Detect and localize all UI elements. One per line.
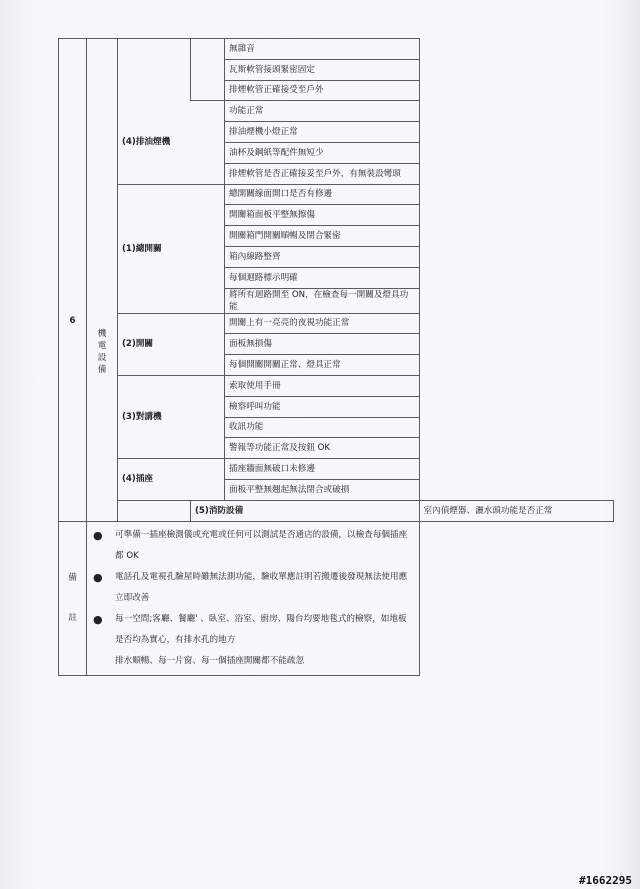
subgroup-label: (4)排油煙機 xyxy=(118,101,225,184)
checklist-item: 面板無損傷 xyxy=(225,334,420,355)
remark-item xyxy=(93,567,413,609)
remarks-title-char: 備 xyxy=(68,573,77,584)
subgroup-label: (1)總開關 xyxy=(118,184,225,313)
checklist-item: 開關上有一亮亮的夜視功能正常 xyxy=(225,313,420,334)
table-row xyxy=(59,500,614,521)
checklist-item: 排油煙機小燈正常 xyxy=(225,122,420,143)
spacer-cell xyxy=(191,39,225,101)
checklist-item: 每個開關開關正常、燈具正常 xyxy=(225,355,420,376)
checklist-item: 將所有迴路開至 ON，在檢查每一開關及燈具功能 xyxy=(225,288,420,313)
checklist-item: 面板平整無翹起無法閉合或破損 xyxy=(225,479,420,500)
table-row xyxy=(59,184,614,205)
remarks-title-char: 註 xyxy=(68,613,77,624)
checklist-item: 室內偵煙器、灑水頭功能是否正常 xyxy=(419,500,614,521)
document-id-stamp: #1662295 xyxy=(579,874,632,887)
checklist-item: 索取使用手冊 xyxy=(225,375,420,396)
remark-item xyxy=(93,525,413,567)
category-char: 機 xyxy=(97,329,107,340)
table-row xyxy=(59,39,614,60)
remark-text: 每一空間;客廳、餐廳' 、臥室、浴室、廚房、陽台均要地毯式的檢察，如地板是否均為實心，有排水孔的地方 xyxy=(115,613,407,645)
section-number-cell-top xyxy=(59,39,87,122)
checklist-item: 警報等功能正常及按鈕 OK xyxy=(225,438,420,459)
category-char: 電 xyxy=(97,341,107,352)
table-row xyxy=(59,459,614,480)
bullet-icon: ● xyxy=(93,570,103,584)
checklist-item: 瓦斯軟管接頭緊密固定 xyxy=(225,59,420,80)
remarks-title xyxy=(59,521,87,675)
checklist-item: 箱內線路整齊 xyxy=(225,246,420,267)
category-cell-bottom xyxy=(118,500,191,521)
subgroup-label: (3)對講機 xyxy=(118,375,225,458)
subgroup-cell-blank xyxy=(118,39,191,101)
checklist-item: 收訊功能 xyxy=(225,417,420,438)
category-char: 備 xyxy=(97,365,107,376)
checklist-item: 檢察呼叫功能 xyxy=(225,396,420,417)
remarks-row xyxy=(59,521,614,675)
remarks-body xyxy=(87,521,420,675)
table-row xyxy=(59,313,614,334)
remark-item xyxy=(93,609,413,651)
inspection-checklist-table xyxy=(58,38,614,676)
table-row xyxy=(59,375,614,396)
checklist-item: 無雜音 xyxy=(225,39,420,60)
category-label xyxy=(87,184,118,521)
checklist-item: 排煙軟管正確接受至戶外 xyxy=(225,80,420,101)
section-number: 6 xyxy=(59,122,87,521)
checklist-item: 每個迴路標示明確 xyxy=(225,267,420,288)
category-char: 設 xyxy=(97,353,107,364)
table-row xyxy=(59,101,614,122)
checklist-item: 開關箱面板平整無擦傷 xyxy=(225,205,420,226)
subgroup-label: (4)插座 xyxy=(118,459,225,501)
checklist-item: 油杯及鋼紙等配件無短少 xyxy=(225,142,420,163)
remark-text: 電話孔及電視孔驗屋時雖無法測功能，驗收單應註明若搬遷後發現無法使用應立即改善 xyxy=(115,571,408,603)
checklist-item: 功能正常 xyxy=(225,101,420,122)
subgroup-label: (5)消防設備 xyxy=(191,500,420,521)
subgroup-label: (2)開關 xyxy=(118,313,225,375)
bullet-icon: ● xyxy=(93,612,103,626)
checklist-item: 總開關線面開口是否有修邊 xyxy=(225,184,420,205)
category-cell-top xyxy=(87,39,118,185)
checklist-item: 排煙軟管是否正確接妥至戶外，有無裝設彎頭 xyxy=(225,163,420,184)
checklist-item: 開關箱門開關順暢及閉合緊密 xyxy=(225,226,420,247)
remark-continuation: 排水順暢、每一片窗、每一個插座開關都不能疏忽 xyxy=(115,655,305,666)
remark-text: 可準備一插座檢測儀或充電或任何可以測試是否通店的設備，以檢查每個插座都 OK xyxy=(115,529,408,561)
bullet-icon: ● xyxy=(93,528,103,542)
checklist-item: 插座牆面無破口未修邊 xyxy=(225,459,420,480)
